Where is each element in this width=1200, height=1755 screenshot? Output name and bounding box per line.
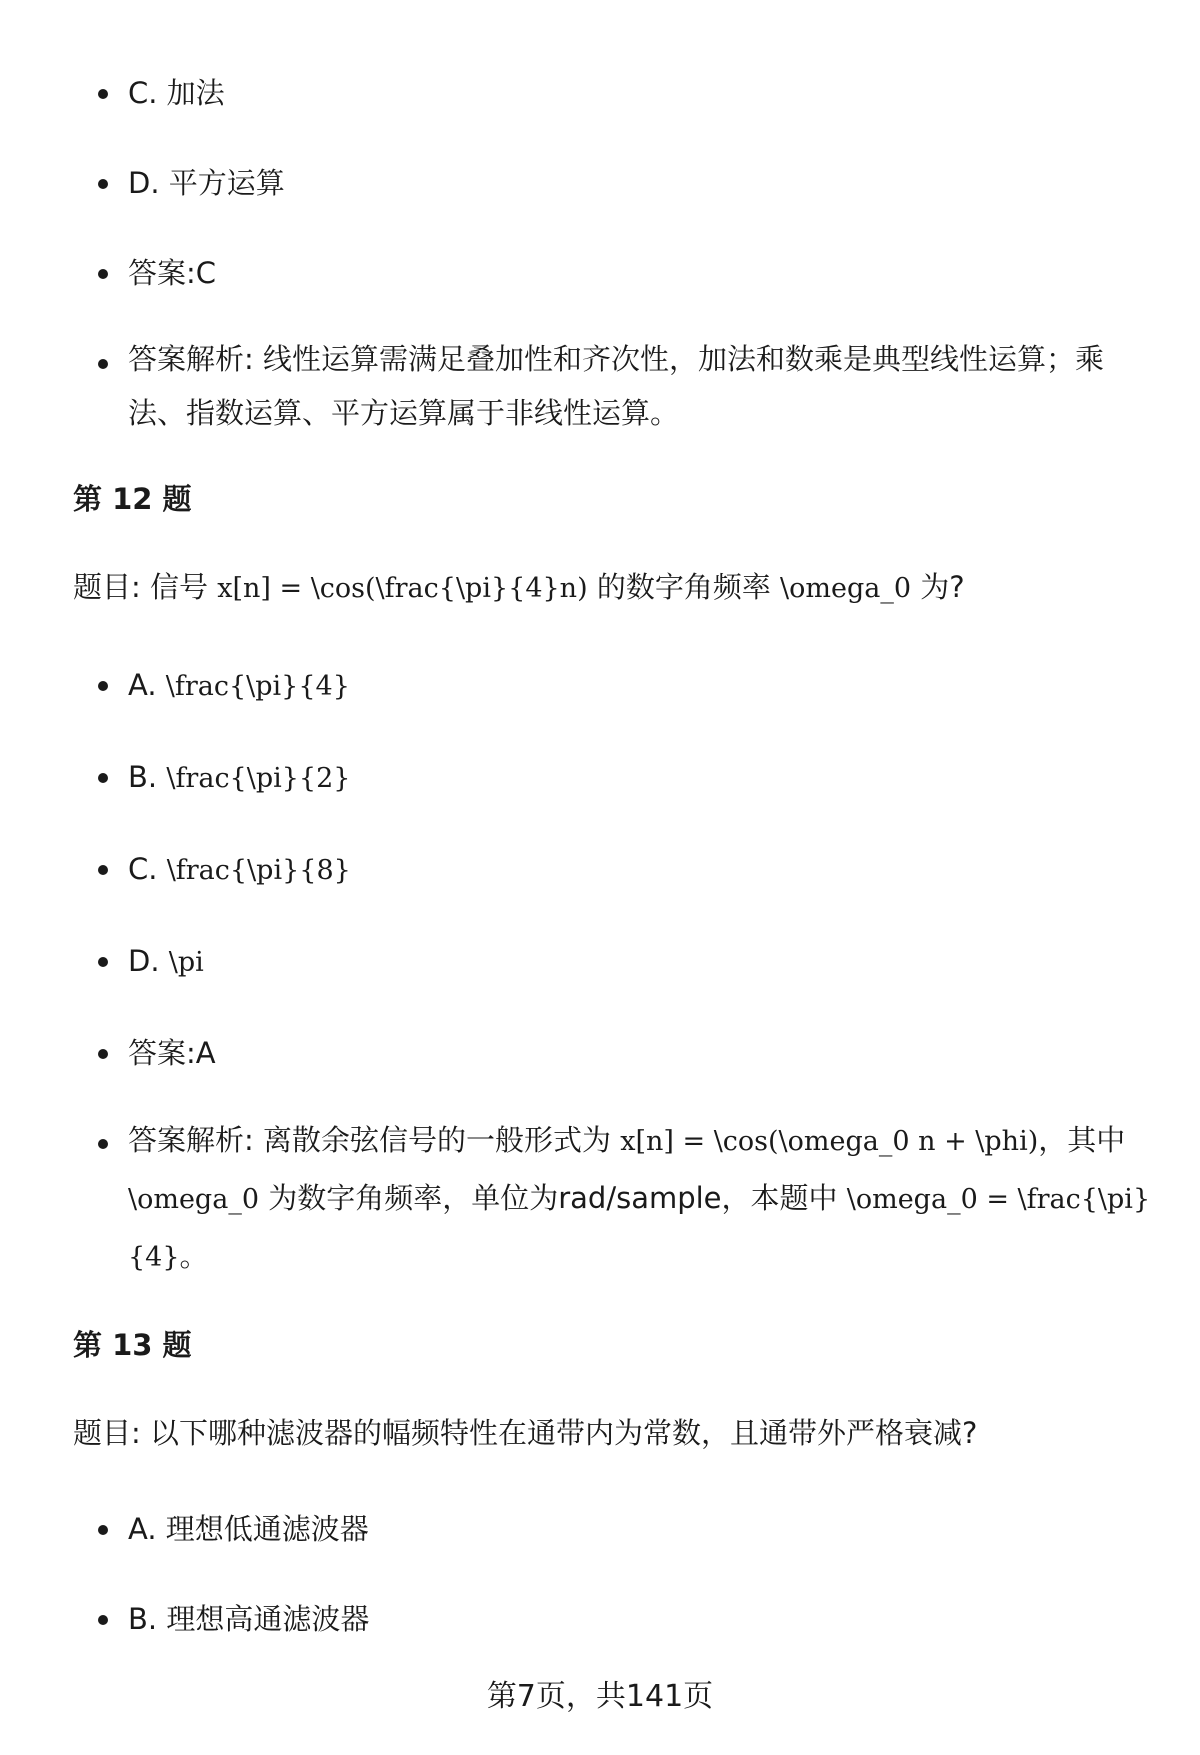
q12-explanation-text-1: 答案解析: 离散余弦信号的一般形式为 xyxy=(128,1123,621,1157)
q12-options xyxy=(73,654,1153,1286)
q12-option-b xyxy=(73,746,1153,810)
q12-explanation-text-3: 为数字角频率，单位为rad/sample，本题中 xyxy=(259,1181,847,1215)
q12-explanation-math-2: \omega_0 xyxy=(128,1184,259,1215)
q13-option-a: A. 理想低通滤波器 xyxy=(73,1498,1153,1560)
q12-explanation-text-2: ，其中 xyxy=(1038,1123,1126,1157)
page-content xyxy=(73,62,1153,1678)
q11-option-d: D. 平方运算 xyxy=(73,152,1153,214)
q11-answer: 答案:C xyxy=(73,242,1153,304)
q13-options xyxy=(73,1498,1153,1650)
q12-question-prefix: 题目: 信号 xyxy=(73,570,218,604)
q12-option-d xyxy=(73,930,1153,994)
q12-option-c-label: C. xyxy=(128,852,167,886)
q12-question xyxy=(73,562,1153,614)
q12-explanation-math-1: x[n] = \cos(\omega_0 n + \phi) xyxy=(620,1126,1039,1157)
q12-option-c-math: \frac{\pi}{8} xyxy=(166,855,351,886)
q12-explanation xyxy=(73,1112,1153,1286)
q11-explanation: 答案解析: 线性运算需满足叠加性和齐次性，加法和数乘是典型线性运算；乘法、指数运算、平方运算属于非线性运算。 xyxy=(73,332,1153,440)
q12-option-a xyxy=(73,654,1153,718)
q13-heading: 第 13 题 xyxy=(73,1328,192,1362)
q13-option-b: B. 理想高通滤波器 xyxy=(73,1588,1153,1650)
q12-question-mid: 的数字角频率 xyxy=(587,570,781,604)
q12-option-b-math: \frac{\pi}{2} xyxy=(166,763,351,794)
q11-option-c: C. 加法 xyxy=(73,62,1153,124)
q12-option-a-label: A. xyxy=(128,668,166,702)
q13-question: 题目: 以下哪种滤波器的幅频特性在通带内为常数，且通带外严格衰减? xyxy=(73,1416,978,1450)
q12-option-d-label: D. xyxy=(128,944,169,978)
q12-option-d-math: \pi xyxy=(168,947,204,978)
q12-answer: 答案:A xyxy=(73,1022,1153,1084)
q12-option-b-label: B. xyxy=(128,760,167,794)
q12-heading: 第 12 题 xyxy=(73,482,192,516)
q12-explanation-math-3: \omega_0 = \frac{\pi}{4} xyxy=(128,1184,1151,1273)
q12-option-a-math: \frac{\pi}{4} xyxy=(165,671,350,702)
q12-question-suffix: 为? xyxy=(911,570,965,604)
q11-options xyxy=(73,62,1153,440)
q12-question-math-omega: \omega_0 xyxy=(780,573,912,604)
q12-explanation-text-4: 。 xyxy=(179,1239,209,1273)
page-footer: 第7页，共141页 xyxy=(486,1679,714,1714)
q12-option-c xyxy=(73,838,1153,902)
q12-question-math-signal: x[n] = \cos(\frac{\pi}{4}n) xyxy=(217,573,588,604)
